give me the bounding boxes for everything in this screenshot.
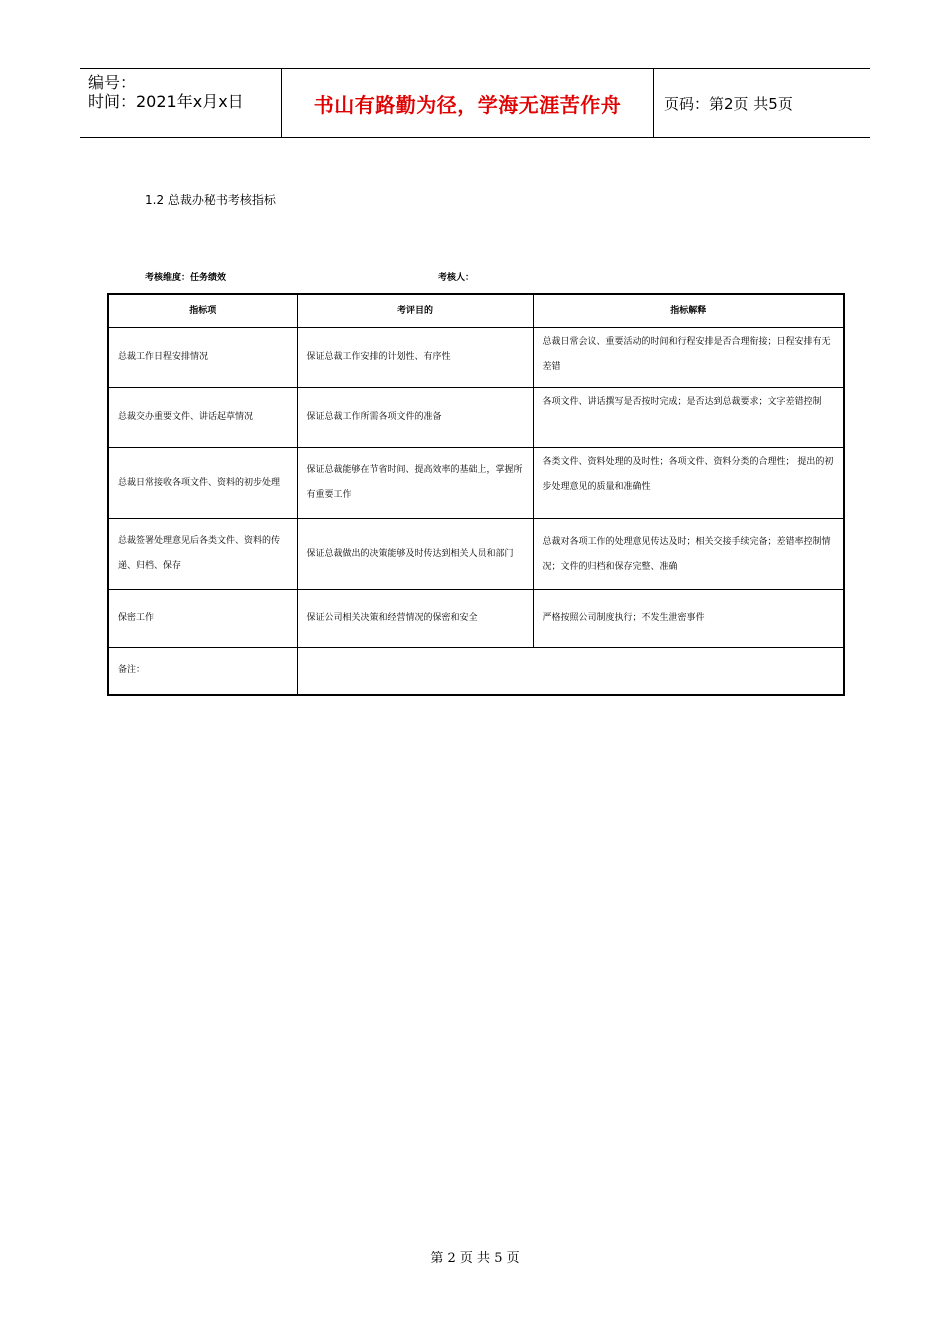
explanation-cell: 总裁对各项工作的处理意见传达及时；相关交接手续完备；差错率控制情况；文件的归档和保存完整、准确	[533, 519, 844, 590]
explanation-cell: 各类文件、资料处理的及时性；各项文件、资料分类的合理性； 提出的初步处理意见的质量和准确性	[533, 448, 844, 519]
header-motto-cell	[282, 69, 654, 137]
table-row	[108, 590, 844, 648]
remarks-label: 备注：	[108, 648, 297, 695]
page-indicator: 页码：第2页 共5页	[664, 94, 793, 113]
indicator-cell: 总裁签署处理意见后各类文件、资料的传递、归档、保存	[108, 519, 297, 590]
explanation-cell: 严格按照公司制度执行；不发生泄密事件	[533, 590, 844, 648]
assessor-label: 考核人：	[438, 273, 475, 283]
indicator-cell: 总裁工作日程安排情况	[108, 328, 297, 388]
remarks-row	[108, 648, 844, 695]
explanation-cell: 总裁日常会议、重要活动的时间和行程安排是否合理衔接；日程安排有无差错	[533, 328, 844, 388]
remarks-field	[297, 648, 844, 695]
table-row	[108, 328, 844, 388]
table-row	[108, 448, 844, 519]
section-title: 1.2 总裁办秘书考核指标	[145, 193, 276, 207]
column-header: 指标解释	[533, 294, 844, 328]
table-row	[108, 388, 844, 448]
header-left-cell	[80, 69, 282, 137]
page-header	[80, 68, 870, 138]
indicator-cell: 总裁日常接收各项文件、资料的初步处理	[108, 448, 297, 519]
column-header: 指标项	[108, 294, 297, 328]
kpi-table	[107, 293, 845, 696]
purpose-cell: 保证总裁做出的决策能够及时传达到相关人员和部门	[297, 519, 533, 590]
document-number: 编号：	[88, 73, 137, 92]
purpose-cell: 保证总裁能够在节省时间、提高效率的基础上，掌握所有重要工作	[297, 448, 533, 519]
table-row	[108, 519, 844, 590]
header-page-cell	[654, 69, 870, 137]
assessment-dimension: 考核维度：任务绩效	[145, 273, 227, 283]
column-header: 考评目的	[297, 294, 533, 328]
indicator-cell: 总裁交办重要文件、讲话起草情况	[108, 388, 297, 448]
page-footer: 第 2 页 共 5 页	[430, 1251, 520, 1266]
table-header-row	[108, 294, 844, 328]
explanation-cell: 各项文件、讲话撰写是否按时完成；是否达到总裁要求；文字差错控制	[533, 388, 844, 448]
purpose-cell: 保证公司相关决策和经营情况的保密和安全	[297, 590, 533, 648]
indicator-cell: 保密工作	[108, 590, 297, 648]
document-time: 时间：2021年x月x日	[88, 92, 244, 111]
motto-text: 书山有路勤为径，学海无涯苦作舟	[313, 92, 622, 117]
purpose-cell: 保证总裁工作所需各项文件的准备	[297, 388, 533, 448]
purpose-cell: 保证总裁工作安排的计划性、有序性	[297, 328, 533, 388]
